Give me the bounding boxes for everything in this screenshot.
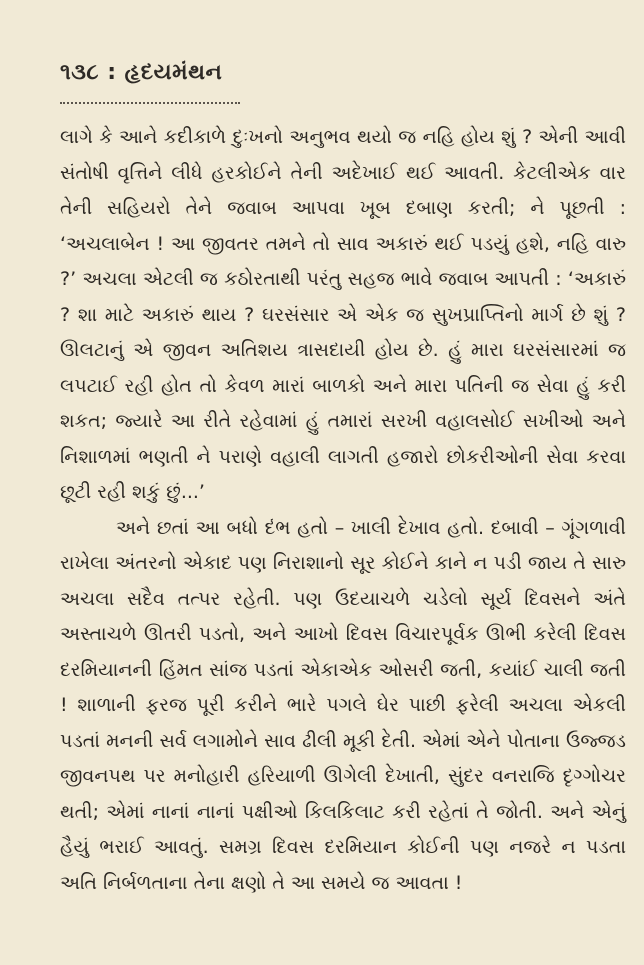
body-text xyxy=(60,120,626,901)
header-underline xyxy=(60,96,240,104)
paragraph-2: અને છતાં આ બધો દંભ હતો – ખાલી દેખાવ હતો. દબાવી – ગૂંગળાવી રાખેલા અંતરનો એકાદ પણ નિરાશાનો સૂર કોઈને કાને ન પડી જાય તે સારુ અચલા સદૈવ તત્પર રહેતી. પણ ઉદયાચળે ચડેલો સૂર્ય દિવસને અંતે અસ્તાચળે ઊતરી પડતો, અને આખો દિવસ વિચારપૂર્વક ઊભી કરેલી દિવસ દરમિયાનની હિંમત સાંજ પડતાં એકાએક ઓસરી જતી, કયાંઈ ચાલી જતી ! શાળાની ફરજ પૂરી કરીને ભારે પગલે ઘેર પાછી ફરેલી અચલા એકલી પડતાં મનની સર્વ લગામોને સાવ ઢીલી મૂકી દેતી. એમાં એને પોતાના ઉજ્જડ જીવનપથ પર મનોહારી હરિયાળી ઊગેલી દેખાતી, સુંદર વનરાજિ દૃગ્ગોચર થતી; એમાં નાનાં નાનાં પક્ષીઓ કિલકિલાટ કરી રહેતાં તે જોતી. અને એનું હૈયું ભરાઈ આવતું. સમગ્ર દિવસ દરમિયાન કોઈની પણ નજરે ન પડતા અતિ નિર્બળતાના તેના ક્ષણો તે આ સમયે જ આવતા ! xyxy=(60,516,626,894)
page-header: ૧૩૮ : હૃદયમંથન xyxy=(60,60,223,85)
paragraph-1: લાગે કે આને કદીકાળે દુઃખનો અનુભવ થયો જ નહિ હોય શું ? એની આવી સંતોષી વૃત્તિને લીધે હરકોઈને તેની અદેખાઈ થઈ આવતી. કેટલીએક વાર તેની સહિયરો તેને જવાબ આપવા ખૂબ દબાણ કરતી; ને પૂછતી : ‘અચલાબેન ! આ જીવતર તમને તો સાવ અકારું થઈ પડયું હશે, નહિ વારુ ?’ અચલા એટલી જ કઠોરતાથી પરંતુ સહજ ભાવે જવાબ આપતી : ‘અકારું ? શા માટે અકારું થાય ? ઘરસંસાર એ એક જ સુખપ્રાપ્તિનો માર્ગ છે શું ? ઊલટાનું એ જીવન અતિશય ત્રાસદાયી હોય છે. હું મારા ઘરસંસારમાં જ લપટાઈ રહી હોત તો કેવળ મારાં બાળકો અને મારા પતિની જ સેવા હું કરી શકત; જ્યારે આ રીતે રહેવામાં હું તમારાં સરખી વહાલસોઈ સખીઓ અને નિશાળમાં ભણતી ને પરાણે વહાલી લાગતી હજારો છોકરીઓની સેવા કરવા છૂટી રહી શકું છું...’ xyxy=(60,126,626,503)
